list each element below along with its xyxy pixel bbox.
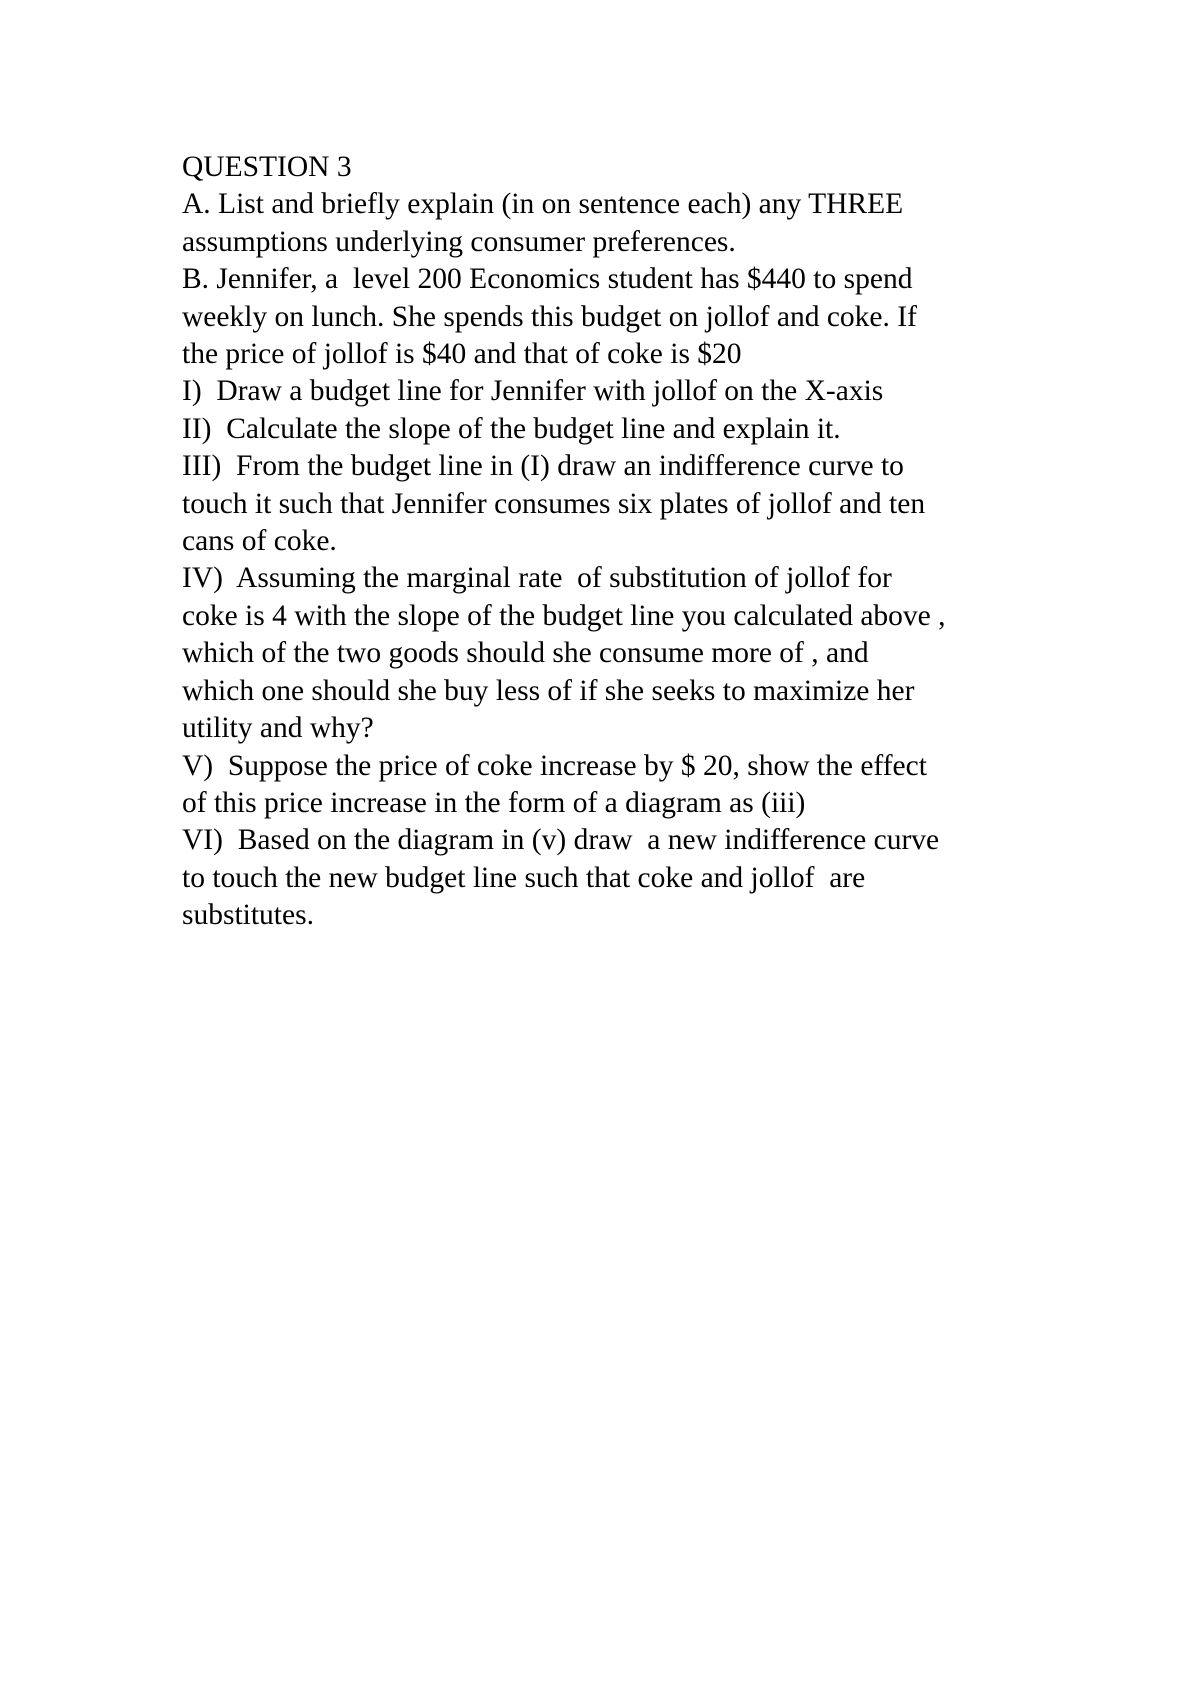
- part-a-line: A. List and briefly explain (in on sentence each) any THREE: [182, 188, 904, 221]
- part-b-line: the price of jollof is $40 and that of coke is $20: [182, 338, 742, 371]
- part-b-line: B. Jennifer, a level 200 Economics student has $440 to spend: [182, 263, 913, 296]
- sub-question-iv: utility and why?: [182, 712, 374, 745]
- sub-question-iii: cans of coke.: [182, 525, 337, 558]
- question-text-block: [182, 149, 1082, 935]
- sub-question-v: of this price increase in the form of a diagram as (iii): [182, 786, 806, 819]
- sub-question-vi: to touch the new budget line such that coke and jollof are: [182, 861, 866, 894]
- part-a-line: assumptions underlying consumer preferences.: [182, 225, 736, 258]
- sub-question-i: I) Draw a budget line for Jennifer with jollof on the X-axis: [182, 375, 884, 408]
- sub-question-iv: IV) Assuming the marginal rate of substitution of jollof for: [182, 562, 892, 595]
- sub-question-ii: II) Calculate the slope of the budget line and explain it.: [182, 412, 841, 445]
- sub-question-iv: which of the two goods should she consume more of , and: [182, 637, 869, 670]
- sub-question-iv: which one should she buy less of if she seeks to maximize her: [182, 674, 915, 707]
- sub-question-iv: coke is 4 with the slope of the budget line you calculated above ,: [182, 599, 946, 632]
- question-heading: QUESTION 3: [182, 151, 352, 183]
- sub-question-iii: III) From the budget line in (I) draw an indifference curve to: [182, 450, 904, 483]
- sub-question-vi: substitutes.: [182, 899, 314, 932]
- sub-question-vi: VI) Based on the diagram in (v) draw a new indifference curve: [182, 824, 940, 857]
- sub-question-v: V) Suppose the price of coke increase by $ 20, show the effect: [182, 749, 927, 782]
- sub-question-iii: touch it such that Jennifer consumes six plates of jollof and ten: [182, 487, 926, 520]
- part-b-line: weekly on lunch. She spends this budget on jollof and coke. If: [182, 300, 917, 333]
